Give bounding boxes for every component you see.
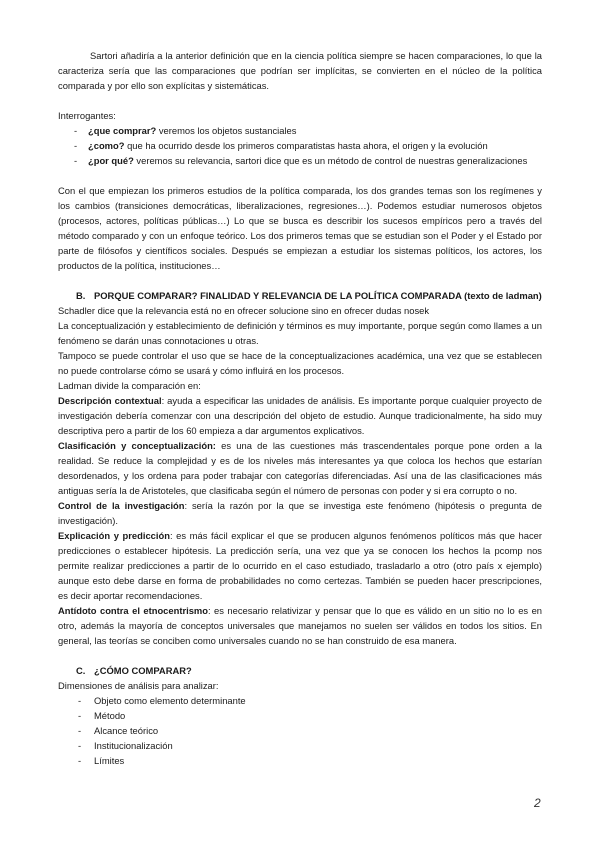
section-b-line: Schadler dice que la relevancia está no en ofrecer solucione sino en ofrecer dudas nosek: [58, 305, 430, 316]
dimensions-list: [58, 693, 542, 768]
term-text: : sería la razón por la que se investiga este fenómeno (hipótesis o pregunta de investigación).: [58, 500, 543, 526]
term-paragraph: [58, 498, 542, 528]
section-b-line: Tampoco se puede controlar el uso que se hace de la conceptualizaciones académica, una vez que se establecen no puede controlarse cómo se usará y cómo influirá en los procesos.: [58, 350, 542, 376]
dimension-text: Límites: [94, 755, 125, 766]
term-paragraph: [58, 603, 542, 648]
list-item: [58, 123, 542, 138]
intro-paragraph: Sartori añadiría a la anterior definición que en la ciencia política siempre se hacen comparaciones, lo que la caracteriza sería que las comparaciones que podrían ser implícitas, se convierten en el núcleo de la política comparada y por ello son explícitas y sistemáticas.: [58, 50, 542, 91]
dash-bullet: -: [78, 740, 82, 751]
term-text: : ayuda a especificar las unidades de análisis. Es importante porque cualquier proyecto de investigación debería comenzar con una descripción del objeto de estudio. Aunque tradicionalmente, ha sido muy descriptiva pero a partir de los 60 empieza a dar argumentos explicativos.: [58, 395, 542, 436]
dimension-text: Objeto como elemento determinante: [94, 695, 246, 706]
page-number: 2: [534, 796, 541, 810]
section-c-heading: [58, 663, 542, 678]
dash-bullet: -: [74, 140, 78, 151]
term-label: Clasificación y conceptualización:: [58, 440, 216, 451]
question-text: que ha ocurrido desde los primeros comparatistas hasta ahora, el origen y la evolución: [124, 140, 488, 151]
term-label: Control de la investigación: [58, 500, 185, 511]
list-item: [58, 153, 542, 168]
list-item: [58, 753, 542, 768]
term-label: Explicación y predicción: [58, 530, 170, 541]
section-c-subtitle: Dimensiones de análisis para analizar:: [58, 680, 219, 691]
term-text: : es más fácil explicar el que se producen algunos fenómenos políticos más que hacer predicciones o establecer hipótesis. La predicción sería, una vez que ya se conocen los hechos la pcomp nos permite realizar predicciones a partir de lo ocurrido en el caso estudiado, trasladarlo a otro (otro país x ejemplo) aunque esto debe darse en forma de probabilidades no como certezas. También se pueden hacer prescripciones, es decir aportar recomendaciones.: [58, 530, 543, 601]
term-text: es una de las cuestiones más trascendentales porque pone orden a la realidad. Se reduce la complejidad y es de los niveles más interesantes ya que coloca los hechos que estarían desordenados, y los ordena para poder trabajar con categorías diferenciadas. Así una de las clasificaciones más antiguas sería la de Aristoteles, que clasificaba según el número de personas con poder y si era corrupto o no.: [58, 440, 542, 496]
list-item: [58, 738, 542, 753]
section-b-heading: [58, 288, 542, 303]
term-paragraph: [58, 528, 542, 603]
dash-bullet: -: [74, 125, 78, 136]
term-text: : es necesario relativizar y pensar que lo que es válido en un sitio no lo es en otro, además la mayoría de conceptos universales que manejamos no suelen ser válidos en todos los sitios. En general, las teorías se conciben como universales cuando no se han construido de esa manera.: [58, 605, 543, 646]
question-label: ¿por qué?: [88, 155, 134, 166]
list-item: [58, 138, 542, 153]
section-b-letter: B.: [76, 290, 86, 301]
section-b-line: La conceptualización y establecimiento de definición y términos es muy importante, porque según como llames a un fenómeno se darán unas connotaciones u otras.: [58, 320, 542, 346]
interrogantes-list: [58, 123, 542, 168]
question-text: veremos su relevancia, sartori dice que es un método de control de nuestras generalizaciones: [133, 155, 528, 166]
dash-bullet: -: [74, 155, 78, 166]
section-c-title: ¿CÓMO COMPARAR?: [94, 665, 192, 676]
question-label: ¿como?: [88, 140, 125, 151]
dash-bullet: -: [78, 725, 82, 736]
term-paragraph: [58, 438, 542, 498]
dash-bullet: -: [78, 755, 82, 766]
list-item: [58, 693, 542, 708]
question-label: ¿que comprar?: [88, 125, 157, 136]
question-text: veremos los objetos sustanciales: [156, 125, 297, 136]
dimension-text: Método: [94, 710, 126, 721]
temas-paragraph: Con el que empiezan los primeros estudios de la política comparada, los dos grandes temas son los regímenes y los cambios (transiciones democráticas, liberalizaciones, regresiones…). Podemos estudiar numerosos objetos (procesos, actores, políticas públicas…) Lo que se busca es describir los sucesos empíricos pero a través del método comparado y con un enfoque teórico. Los dos primeros temas que se estudian son el Poder y el Estado por parte de filósofos y científicos sociales. Después se empiezan a estudiar los sistemas políticos, los actores, los productos de la política, instituciones…: [58, 185, 542, 271]
section-c-letter: C.: [76, 665, 86, 676]
term-label: Antídoto contra el etnocentrismo: [58, 605, 208, 616]
list-item: [58, 723, 542, 738]
section-b-line: Ladman divide la comparación en:: [58, 380, 201, 391]
dimension-text: Institucionalización: [94, 740, 173, 751]
dash-bullet: -: [78, 695, 82, 706]
dimension-text: Alcance teórico: [94, 725, 159, 736]
list-item: [58, 708, 542, 723]
term-paragraph: [58, 393, 542, 438]
term-label: Descripción contextual: [58, 395, 162, 406]
section-b-title: PORQUE COMPARAR? FINALIDAD Y RELEVANCIA DE LA POLÍTICA COMPARADA (texto de ladman): [94, 290, 542, 301]
dash-bullet: -: [78, 710, 82, 721]
interrogantes-title: Interrogantes:: [58, 110, 116, 121]
document-page: [58, 48, 542, 768]
